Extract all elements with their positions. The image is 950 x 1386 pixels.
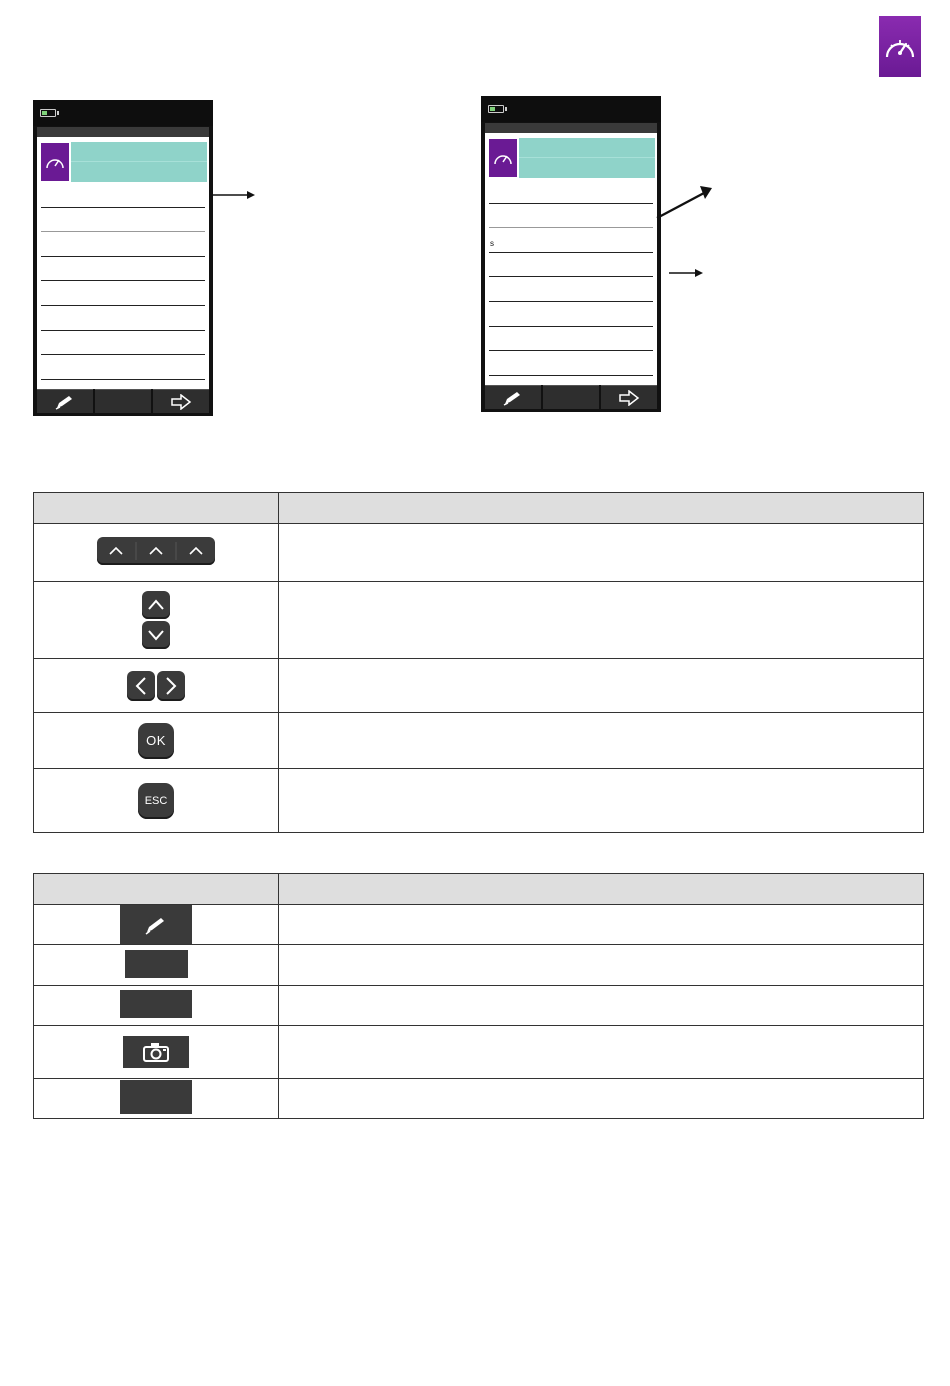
menu-screen — [37, 137, 209, 389]
softkey-description — [279, 945, 924, 986]
key-description — [279, 524, 924, 582]
arrow-right-icon — [618, 390, 640, 406]
down-key-button[interactable] — [142, 621, 170, 649]
softkey-edit[interactable] — [485, 385, 541, 409]
left-right-keys-icon — [127, 671, 185, 701]
softkey-edit[interactable] — [37, 389, 93, 413]
ok-key-button[interactable]: OK — [138, 723, 174, 759]
camera-softkey[interactable] — [123, 1036, 189, 1068]
softkey-cell — [34, 945, 279, 986]
battery-icon — [488, 105, 504, 113]
header-function — [279, 874, 924, 905]
key-cell — [34, 659, 279, 713]
up-key-button[interactable] — [142, 591, 170, 619]
right-key-button[interactable] — [157, 671, 185, 701]
softkey-cell — [34, 1079, 279, 1119]
key-description — [279, 713, 924, 769]
selected-menu-header[interactable] — [71, 142, 207, 182]
status-bar — [33, 100, 213, 126]
key-description — [279, 659, 924, 713]
softkey-blank[interactable] — [543, 385, 599, 409]
header-key — [34, 493, 279, 524]
pencil-icon — [502, 390, 524, 406]
softkey-next[interactable] — [153, 389, 209, 413]
menu-row[interactable] — [489, 301, 653, 302]
menu-row[interactable] — [489, 227, 653, 228]
softkey-description — [279, 1079, 924, 1119]
softkeys-table — [33, 873, 924, 1119]
corner-gauge-badge — [879, 16, 921, 77]
softkey-bar — [37, 389, 209, 413]
softkey-blank[interactable] — [95, 389, 151, 413]
table-row — [34, 524, 924, 582]
header-function — [279, 493, 924, 524]
softkey-cell — [34, 905, 279, 945]
edit-softkey[interactable] — [120, 905, 192, 944]
menu-row[interactable] — [41, 305, 205, 306]
softkey-description — [279, 986, 924, 1026]
table-row — [34, 1026, 924, 1079]
table-row — [34, 713, 924, 769]
table-row — [34, 905, 924, 945]
menu-row[interactable] — [41, 207, 205, 208]
left-device-screen — [33, 100, 213, 416]
left-callout-arrow — [211, 188, 259, 202]
blank-softkey[interactable] — [120, 1080, 192, 1114]
key-cell — [34, 713, 279, 769]
menu-gauge-icon — [489, 139, 517, 177]
menu-row[interactable] — [41, 256, 205, 257]
menu-row[interactable] — [41, 330, 205, 331]
table-row — [34, 582, 924, 659]
battery-icon — [40, 109, 56, 117]
menu-row[interactable] — [41, 231, 205, 232]
menu-row[interactable] — [41, 280, 205, 281]
softkey-cell — [34, 1026, 279, 1079]
key-description — [279, 769, 924, 833]
up-down-keys-icon — [142, 591, 170, 649]
table-row — [34, 945, 924, 986]
menu-row[interactable] — [489, 375, 653, 376]
keys-table — [33, 492, 924, 833]
menu-row[interactable] — [489, 276, 653, 277]
blank-softkey[interactable] — [120, 990, 192, 1018]
table-row — [34, 769, 924, 833]
key-description — [279, 582, 924, 659]
menu-row[interactable] — [489, 203, 653, 204]
softkey-bar — [485, 385, 657, 409]
title-strip — [485, 123, 657, 133]
pencil-icon — [143, 915, 169, 935]
title-strip — [37, 127, 209, 137]
right-device-screen — [481, 96, 661, 412]
menu-row-text: s — [490, 239, 494, 248]
status-bar — [481, 96, 661, 122]
menu-row[interactable] — [41, 379, 205, 380]
menu-gauge-icon — [41, 143, 69, 181]
key-cell — [34, 582, 279, 659]
left-key-button[interactable] — [127, 671, 155, 701]
table-row — [34, 659, 924, 713]
keys-table-header — [34, 493, 924, 524]
softkey-description — [279, 905, 924, 945]
header-softkey — [34, 874, 279, 905]
right-callout-arrow — [667, 266, 707, 280]
camera-icon — [142, 1041, 170, 1063]
arrow-right-icon — [170, 394, 192, 410]
softkey-cell — [34, 986, 279, 1026]
pencil-icon — [54, 394, 76, 410]
menu-row[interactable] — [489, 252, 653, 253]
softkey-description — [279, 1026, 924, 1079]
blank-softkey[interactable] — [125, 950, 188, 978]
menu-row[interactable] — [41, 354, 205, 355]
selected-menu-header[interactable] — [519, 138, 655, 178]
right-callout-arrow-diagonal — [654, 184, 718, 224]
softkey-next[interactable] — [601, 385, 657, 409]
softkeys-table-header — [34, 874, 924, 905]
menu-row[interactable] — [489, 350, 653, 351]
menu-screen — [485, 133, 657, 385]
key-cell — [34, 524, 279, 582]
up-arrow-keys-icon[interactable] — [97, 537, 215, 565]
esc-key-button[interactable]: ESC — [138, 783, 174, 819]
menu-row[interactable] — [489, 326, 653, 327]
table-row — [34, 1079, 924, 1119]
gauge-icon — [882, 33, 918, 61]
key-cell — [34, 769, 279, 833]
table-row — [34, 986, 924, 1026]
